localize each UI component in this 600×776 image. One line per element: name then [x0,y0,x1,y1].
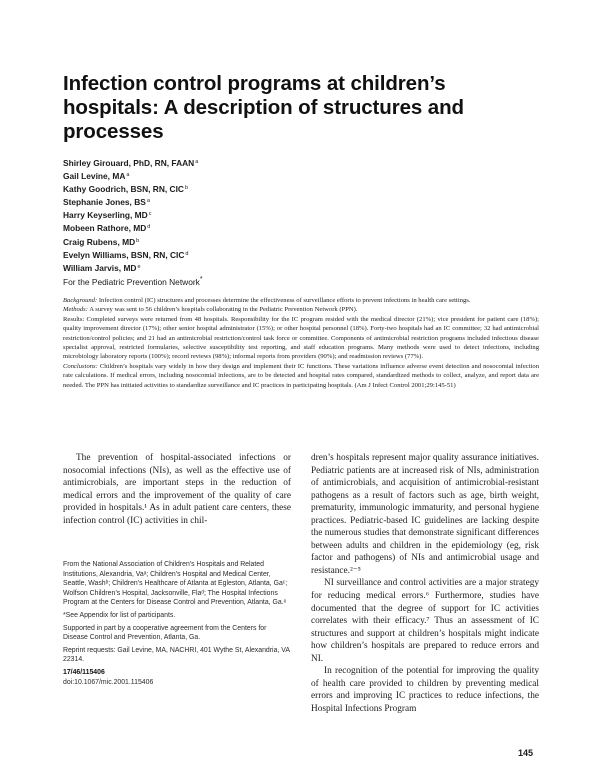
author-line [63,169,483,182]
abstract [63,296,539,390]
author-line [63,156,483,169]
body-paragraph: The prevention of hospital-associated infections or nosocomial infections (NIs), as well as the effective use of antimicrobials, are important steps in the reduction of medical errors and the improvement of the quality of care provided in hospitals.¹ As in adult patient care centers, these infection control (IC) activities in chil- [63,453,291,526]
author-name: Evelyn Williams, BSN, RN, CIC [63,249,185,260]
appendix-note: *See Appendix for list of participants. [63,611,176,619]
abstract-methods [63,305,539,314]
abstract-text: Children’s hospitals vary widely in how they design and implement their IC functions. These variations influence adverse event detection and nosocomial infection rate calculations. If medical errors, including nosocomial infections, are to be detected and hospital rates compared, standardized methods to collect, analyze, and report data are needed. The PPN has initiated activities to standardize surveillance and IC practices in participating hospitals. (Am J Infect Control 2001;29:145-51) [63,362,539,389]
author-line [63,235,483,248]
abstract-label: Methods: [63,306,88,314]
support-note: Supported in part by a cooperative agreement from the Centers for Disease Control and Prevention, Atlanta, Ga. [63,624,267,642]
affiliation-mark: a [126,172,130,179]
author-line [63,221,483,234]
author-name: Stephanie Jones, BS [63,197,146,208]
body-column-right [311,452,539,715]
author-name: Gail Levine, MA [63,171,126,182]
author-name: Harry Keyserling, MD [63,210,148,221]
affiliation-mark: b [184,185,189,192]
abstract-background [63,296,539,305]
affiliation-mark: d [185,250,189,257]
body-paragraph: NI surveillance and control activities are a major strategy for reducing medical errors.⁶ Furthermore, studies have documented that the degree of support for IC activities correlates with their efficacy.⁷ Thus an assessment of IC structures and support at children’s hospitals might indicate how children’s hospitals are prepared to reduce errors and NI. [311,578,539,664]
abstract-text: A survey was sent to 56 children’s hospitals collaborating in the Pediatric Prevention Network (PPN). [89,306,358,314]
affiliation-mark: a [146,198,150,205]
affiliation-mark: c [148,211,152,218]
author-name: Craig Rubens, MD [63,236,136,247]
reprint-note: Reprint requests: Gail Levine, MA, NACHRI, 401 Wythe St, Alexandria, VA 22314. [63,646,290,664]
author-line [63,182,483,195]
article-code: 17/46/115406 [63,668,105,676]
body-column-left [63,452,291,527]
affiliation-mark: a [195,159,199,165]
author-list [63,156,483,288]
abstract-label: Background: [63,297,98,304]
author-name: Kathy Goodrich, BSN, RN, CIC [63,184,184,195]
author-line [63,195,483,208]
page-number: 145 [518,748,534,758]
abstract-text: Infection control (IC) structures and processes determine the effectiveness of surveillance efforts to prevent infections in health care settings. [98,297,471,304]
network-name: For the Pediatric Prevention Network [63,276,200,287]
doi: doi:10.1067/mic.2001.115406 [63,678,154,686]
network-mark: * [199,275,203,283]
author-line [63,248,483,261]
abstract-label: Conclusions: [63,362,98,370]
article-title: Infection control programs at children’s hospitals: A description of structures and processes [63,72,464,143]
author-name: William Jarvis, MD [63,262,137,273]
network-line [63,274,483,288]
affiliation-mark: e [137,263,141,270]
affiliation-mark: d [147,224,151,231]
author-name: Mobeen Rathore, MD [63,223,147,234]
author-line [63,208,483,221]
author-line [63,261,483,274]
author-name: Shirley Girouard, PhD, RN, FAAN [63,158,195,168]
affiliation-mark: b [136,237,140,244]
abstract-text: Completed surveys were returned from 48 hospitals. Responsibility for the IC program resided with the medical director (21%); vice president for patient care (18%); quality improvement director (17%); other senior hospital administrator (15%); or other hospital personnel (18%). Forty-two hospitals had an IC committee; 32 had antimicrobial restriction/control policies; and 21 had an antimicrobial restriction/control task force or committee. Components of antimicrobial restriction programs included infectious disease specialist approval, restricted formularies, selective susceptibility test reporting, and staff education programs. Many methods were used to detect infections, including microbiology laboratory reports (100%); record reviews (98%); informal reports from providers (90%); and readmission reviews (77%). [63,315,539,361]
abstract-results [63,315,539,362]
abstract-label: Results: [63,315,85,323]
footnotes [63,560,291,690]
affiliations-note: From the National Association of Children’s Hospitals and Related Institutions, Alexandria, Vaᵃ; Children’s Hospital and Medical Center, Seattle, Washᵇ; Children’s Healthcare of Atlanta at Egleston, Atlanta, Gaᶜ; Wolfson Children’s Hospital, Jacksonville, Flaᵈ; The Hospital Infections Program at the Centers for Disease Control and Prevention, Atlanta, Ga.ᵉ [63,561,288,607]
body-paragraph: In recognition of the potential for improving the quality of health care provided to children by preventing medical errors and improving IC practices to reduce infections, the Hospital Infections Program [311,666,539,714]
abstract-conclusions [63,362,539,390]
body-paragraph: dren’s hospitals represent major quality assurance initiatives. Pediatric patients are at increased risk of NIs, administration of antimicrobials, and acquisition of antimicrobial-resistant pathogens as a result of factors such as age, birth weight, prematurity, immunologic immaturity, and personal hygiene practices. Pediatric-based IC guidelines are lacking despite the numerous studies that demonstrate significant differences between adults and children in the epidemiology (eg, risk factor and pathogens) of NIs and antimicrobial usage and resistance.²⁻⁵ [311,453,539,576]
